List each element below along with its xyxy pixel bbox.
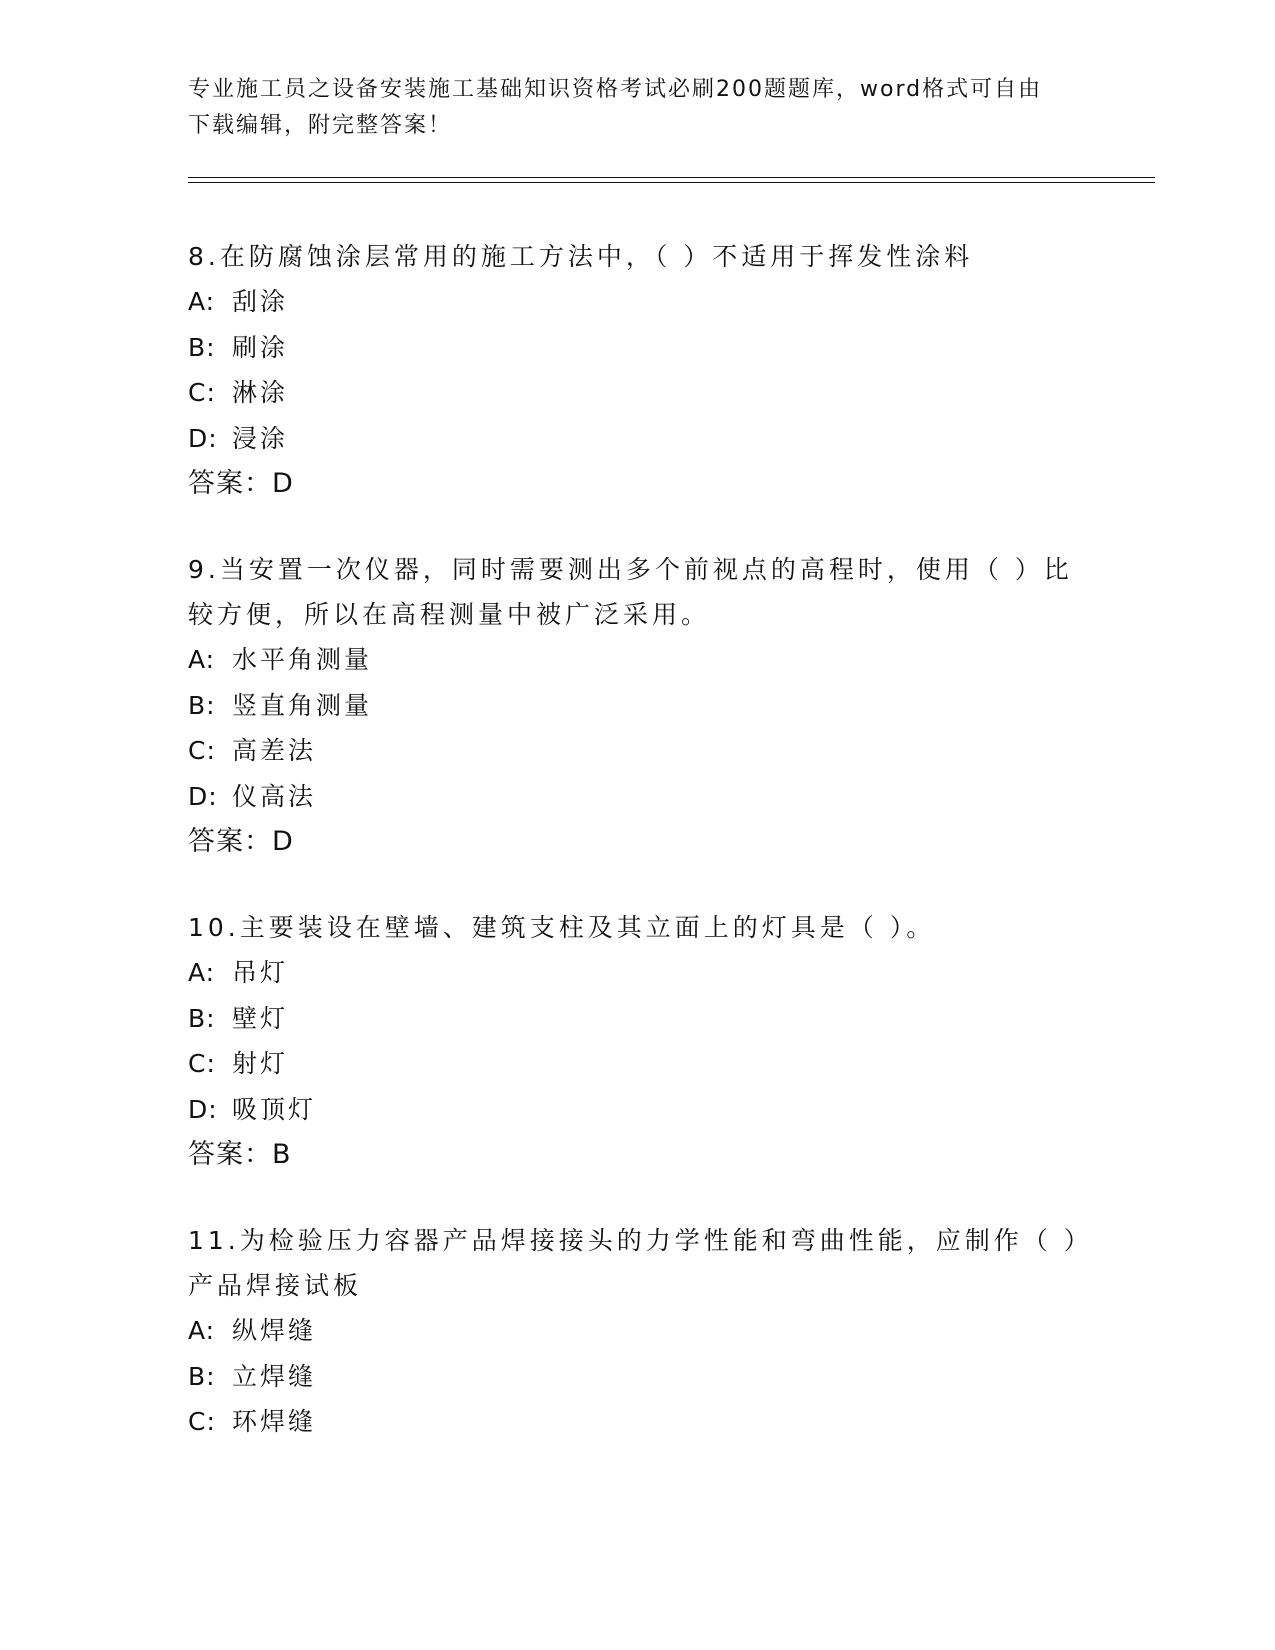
option-text: 竖直角测量 (232, 690, 373, 720)
question-list (188, 234, 1088, 1486)
option-b (188, 996, 1088, 1042)
option-text: 仪高法 (232, 781, 317, 811)
option-label: A: (188, 958, 216, 987)
option-label: C: (188, 1049, 216, 1078)
option-c (188, 1399, 1088, 1445)
question-stem: 8.在防腐蚀涂层常用的施工方法中，（ ）不适用于挥发性涂料 (188, 242, 974, 271)
question-stem: 11.为检验压力容器产品焊接接头的力学性能和弯曲性能，应制作（ ）产品焊接试板 (188, 1226, 1081, 1300)
option-label: C: (188, 736, 216, 765)
option-text: 刷涂 (232, 332, 289, 362)
answer-line: 答案：B (188, 1139, 292, 1170)
option-text: 刮涂 (232, 287, 289, 316)
option-b (188, 325, 1088, 371)
option-d (188, 416, 1088, 462)
question-stem: 9.当安置一次仪器，同时需要测出多个前视点的高程时，使用（ ）比较方便，所以在高程测量中被广泛采用。 (188, 555, 1073, 629)
header-line-2: 下载编辑，附完整答案！ (188, 113, 453, 138)
option-a (188, 279, 1088, 325)
option-label: B: (188, 690, 216, 720)
option-text: 淋涂 (232, 378, 289, 407)
option-text: 浸涂 (232, 423, 289, 453)
option-label: C: (188, 1407, 216, 1436)
option-text: 环焊缝 (232, 1407, 317, 1436)
option-label: D: (188, 423, 218, 453)
option-b (188, 1354, 1088, 1400)
option-c (188, 370, 1088, 416)
answer-line: 答案：D (188, 826, 294, 857)
header-line-1: 专业施工员之设备安装施工基础知识资格考试必刷200题题库，word格式可自由 (188, 77, 1043, 102)
option-label: B: (188, 1003, 216, 1033)
question-11 (188, 1218, 1088, 1445)
document-header (188, 72, 1088, 144)
option-label: A: (188, 645, 216, 674)
option-c (188, 1041, 1088, 1087)
option-text: 吸顶灯 (232, 1094, 317, 1124)
header-divider-top (188, 177, 1155, 178)
option-c (188, 728, 1088, 774)
question-8 (188, 234, 1088, 506)
option-text: 射灯 (232, 1049, 289, 1078)
option-d (188, 1087, 1088, 1133)
option-text: 高差法 (232, 736, 317, 765)
option-text: 壁灯 (232, 1003, 289, 1033)
option-b (188, 683, 1088, 729)
option-text: 纵焊缝 (232, 1316, 317, 1345)
option-label: C: (188, 378, 216, 407)
question-stem: 10.主要装设在壁墙、建筑支柱及其立面上的灯具是（ ）。 (188, 913, 936, 942)
option-label: D: (188, 781, 218, 811)
option-label: D: (188, 1094, 218, 1124)
option-d (188, 774, 1088, 820)
answer-line: 答案：D (188, 468, 294, 499)
option-a (188, 950, 1088, 996)
option-label: B: (188, 332, 216, 362)
question-10 (188, 905, 1088, 1177)
option-a (188, 1308, 1088, 1354)
option-text: 吊灯 (232, 958, 289, 987)
option-label: A: (188, 1316, 216, 1345)
option-text: 水平角测量 (232, 645, 373, 674)
option-label: B: (188, 1361, 216, 1391)
option-text: 立焊缝 (232, 1361, 317, 1391)
option-a (188, 637, 1088, 683)
header-divider-bottom (188, 182, 1155, 183)
question-9 (188, 547, 1088, 864)
option-label: A: (188, 287, 216, 316)
